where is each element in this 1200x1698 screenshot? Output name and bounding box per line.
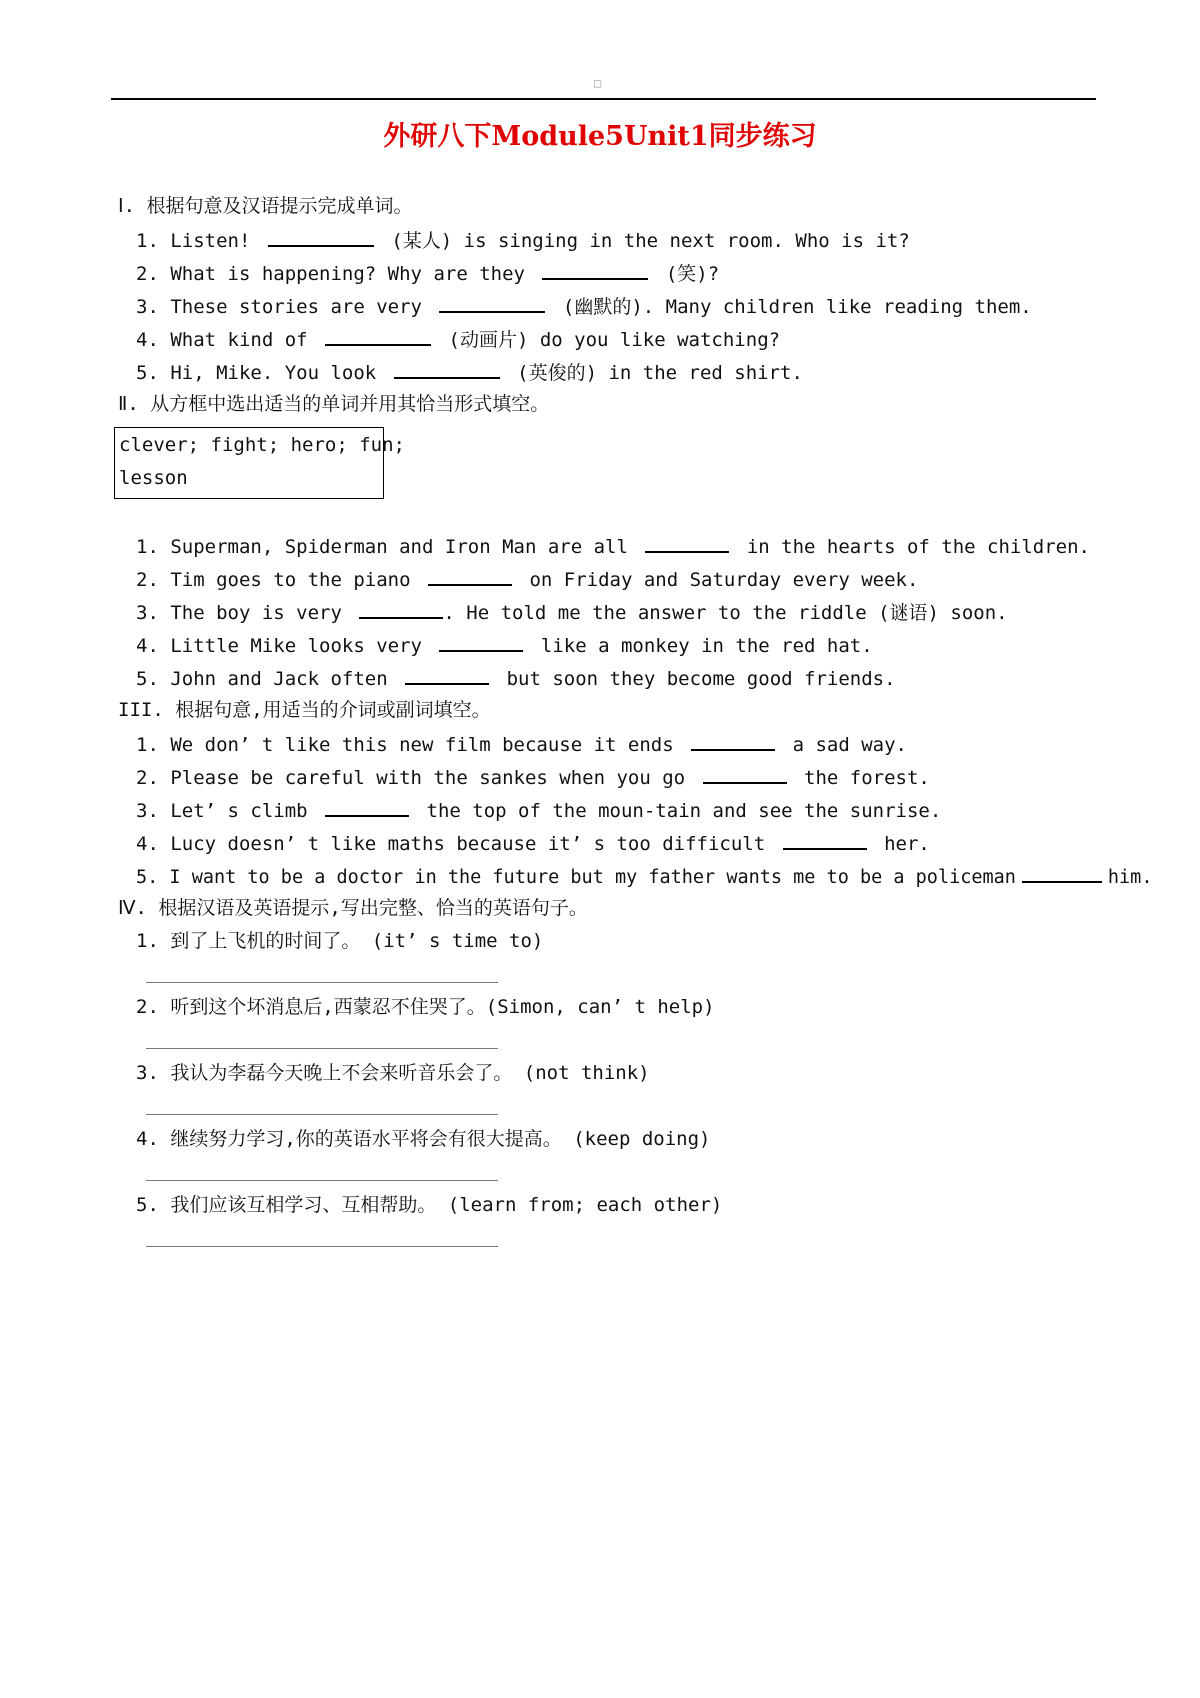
item-number: 4. (136, 635, 159, 657)
item-number: 2. (136, 996, 159, 1018)
answer-blank[interactable] (1022, 863, 1102, 883)
item-number: 5. (136, 867, 159, 888)
section-3-heading: III. 根据句意,用适当的介词或副词填空。 (118, 699, 491, 721)
item-text-after: but soon they become good friends. (506, 668, 896, 690)
section-1-item-4 (136, 326, 780, 352)
item-text-before: We don’ t like this new film because it ends (170, 734, 674, 756)
item-number: 4. (136, 1128, 159, 1150)
item-text-before: These stories are very (170, 296, 423, 318)
item-number: 1. (136, 930, 159, 952)
item-number: 5. (136, 1194, 159, 1216)
section-1-item-1 (136, 227, 910, 253)
item-number: 1. (136, 230, 159, 252)
answer-blank[interactable] (325, 797, 409, 817)
answer-blank[interactable] (268, 227, 374, 247)
item-number: 4. (136, 833, 159, 855)
section-1-heading: Ⅰ. 根据句意及汉语提示完成单词。 (118, 195, 413, 217)
item-text-before: Please be careful with the sankes when you go (170, 767, 686, 789)
item-number: 2. (136, 767, 159, 789)
writing-line[interactable] (146, 982, 498, 983)
item-number: 3. (136, 800, 159, 822)
item-text-before: Lucy doesn’ t like maths because it’ s too difficult (170, 833, 766, 855)
item-number: 3. (136, 296, 159, 318)
item-text-after: in the hearts of the children. (746, 536, 1090, 558)
item-text-before: Little Mike looks very (170, 635, 423, 657)
word-bank-box (114, 427, 405, 499)
item-text-after: (某人) is singing in the next room. Who is it? (391, 230, 910, 252)
section-4-item-2 (136, 995, 715, 1019)
item-number: 1. (136, 536, 159, 558)
section-3-item-4 (136, 830, 930, 856)
writing-line[interactable] (146, 1114, 498, 1115)
section-2-item-1 (136, 533, 1090, 559)
section-2-item-2 (136, 566, 918, 592)
section-2-item-5 (136, 665, 896, 691)
item-text-after: a sad way. (792, 734, 907, 756)
item-text-before: Hi, Mike. You look (170, 362, 377, 384)
answer-blank[interactable] (325, 326, 431, 346)
worksheet-title: 外研八下Module5Unit1同步练习 (383, 121, 817, 152)
item-text-before: Let’ s climb (170, 800, 308, 822)
word-bank-line-2: lesson (119, 467, 188, 489)
item-prompt: 我认为李磊今天晚上不会来听音乐会了。 (not think) (170, 1062, 650, 1084)
header-rule (111, 98, 1096, 100)
item-text-after: . He told me the answer to the riddle (谜语) soon. (443, 602, 1008, 624)
item-text-after: (笑)? (665, 263, 720, 285)
writing-line[interactable] (146, 1180, 498, 1181)
answer-blank[interactable] (783, 830, 867, 850)
section-2-item-3 (136, 599, 1008, 625)
section-1-item-3 (136, 293, 1032, 319)
answer-blank[interactable] (703, 764, 787, 784)
item-text-before: What is happening? Why are they (170, 263, 525, 285)
answer-blank[interactable] (691, 731, 775, 751)
item-number: 1. (136, 734, 159, 756)
item-text-before: John and Jack often (170, 668, 388, 690)
answer-blank[interactable] (439, 293, 545, 313)
answer-blank[interactable] (542, 260, 648, 280)
item-text-before: I want to be a doctor in the future but my father wants me to be a policeman (169, 867, 1016, 888)
item-number: 2. (136, 263, 159, 285)
writing-line[interactable] (146, 1048, 498, 1049)
item-text-after: (幽默的). Many children like reading them. (562, 296, 1032, 318)
writing-line[interactable] (146, 1246, 498, 1247)
section-4-item-3 (136, 1061, 650, 1085)
section-2-item-4 (136, 632, 873, 658)
item-text-after: (动画片) do you like watching? (448, 329, 781, 351)
item-text-after: her. (884, 833, 930, 855)
item-number: 5. (136, 362, 159, 384)
item-text-after: like a monkey in the red hat. (540, 635, 873, 657)
item-text-after: (英俊的) in the red shirt. (517, 362, 803, 384)
word-bank-line-1: clever; fight; hero; fun; (119, 434, 405, 456)
section-3-item-1 (136, 731, 907, 757)
section-3-item-3 (136, 797, 941, 823)
section-4-item-4 (136, 1127, 711, 1151)
answer-blank[interactable] (428, 566, 512, 586)
item-number: 3. (136, 602, 159, 624)
section-3-item-5 (136, 863, 1152, 890)
section-4-item-1 (136, 929, 543, 953)
item-text-before: Superman, Spiderman and Iron Man are all (170, 536, 628, 558)
item-prompt: 我们应该互相学习、互相帮助。 (learn from; each other) (170, 1194, 723, 1216)
section-2-heading: Ⅱ. 从方框中选出适当的单词并用其恰当形式填空。 (118, 393, 550, 415)
section-4-heading: Ⅳ. 根据汉语及英语提示,写出完整、恰当的英语句子。 (118, 897, 588, 919)
item-text-after: the top of the moun-tain and see the sunrise. (426, 800, 942, 822)
item-prompt: 继续努力学习,你的英语水平将会有很大提高。 (keep doing) (170, 1128, 711, 1150)
item-text-before: Tim goes to the piano (170, 569, 411, 591)
header-mark: □ (594, 76, 602, 90)
item-text-before: The boy is very (170, 602, 342, 624)
item-text-before: Listen! (170, 230, 251, 252)
answer-blank[interactable] (359, 599, 443, 619)
section-1-item-5 (136, 359, 803, 385)
item-text-before: What kind of (170, 329, 308, 351)
item-text-after: him. (1107, 867, 1153, 888)
item-text-after: on Friday and Saturday every week. (529, 569, 919, 591)
section-4-item-5 (136, 1193, 722, 1217)
item-number: 5. (136, 668, 159, 690)
answer-blank[interactable] (645, 533, 729, 553)
answer-blank[interactable] (439, 632, 523, 652)
item-number: 4. (136, 329, 159, 351)
answer-blank[interactable] (394, 359, 500, 379)
item-number: 3. (136, 1062, 159, 1084)
item-prompt: 到了上飞机的时间了。 (it’ s time to) (170, 930, 544, 952)
section-3-item-2 (136, 764, 930, 790)
item-number: 2. (136, 569, 159, 591)
answer-blank[interactable] (405, 665, 489, 685)
item-text-after: the forest. (804, 767, 930, 789)
section-1-item-2 (136, 260, 719, 286)
item-prompt: 听到这个坏消息后,西蒙忍不住哭了。(Simon, can’ t help) (170, 996, 715, 1018)
